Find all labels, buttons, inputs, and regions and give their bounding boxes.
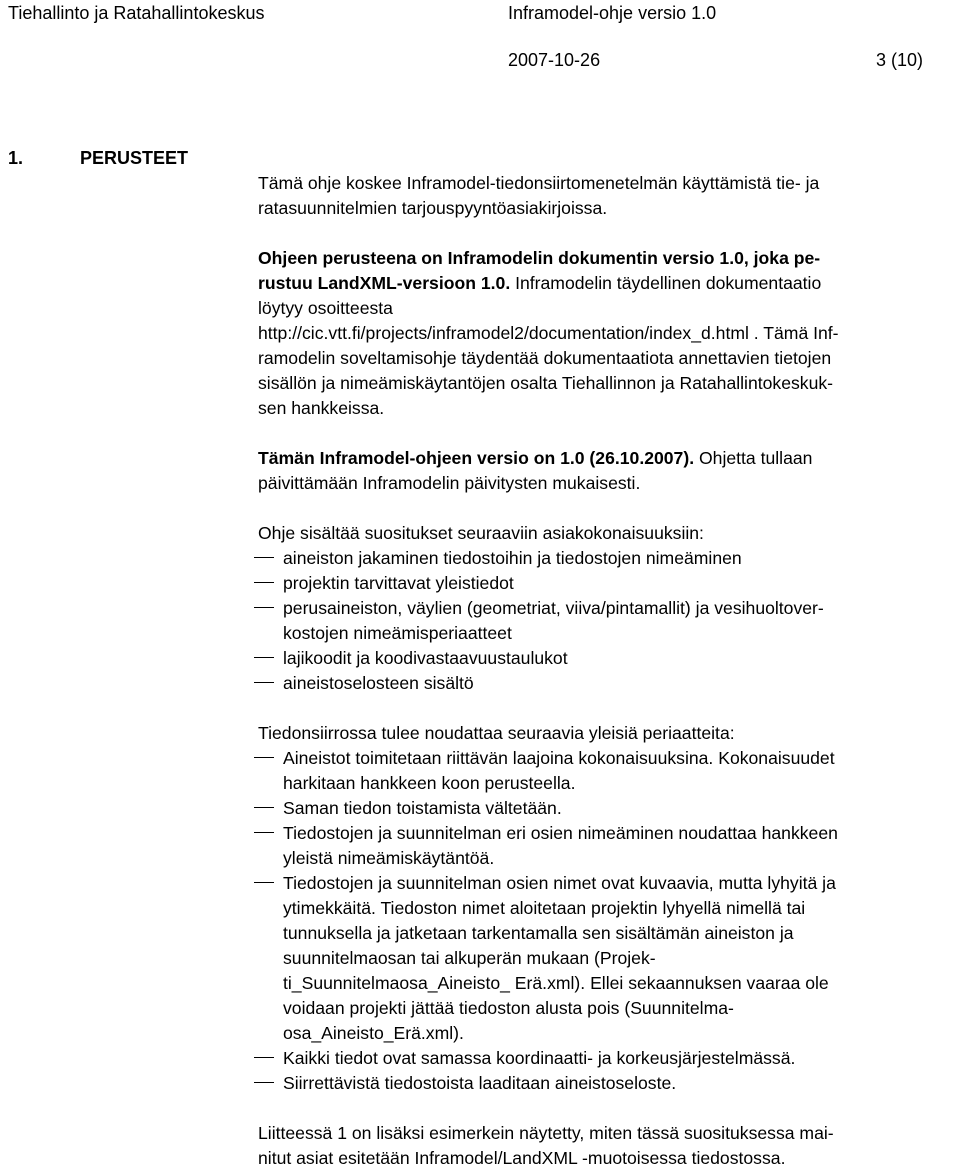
text-line: tunnuksella ja jatketaan tarkentamalla sen sisältämän aineiston ja: [283, 923, 794, 943]
text-line: Siirrettävistä tiedostoista laaditaan aineistoseloste.: [283, 1073, 677, 1093]
text-line: perusaineiston, väylien (geometriat, viiva/pintamallit) ja vesihuoltover-: [283, 598, 824, 618]
list-item: [258, 671, 958, 696]
dash-bullet-icon: [254, 1057, 274, 1058]
list-item: [258, 821, 958, 871]
text-line: ytimekkäitä. Tiedoston nimet aloitetaan projektin lyhyellä nimellä tai: [283, 898, 806, 918]
dash-bullet-icon: [254, 882, 274, 883]
header-organization: Tiehallinto ja Ratahallintokeskus: [8, 3, 265, 23]
principles-intro: Tiedonsiirrossa tulee noudattaa seuraavia yleisiä periaatteita:: [258, 723, 735, 743]
documentation-url-line: http://cic.vtt.fi/projects/inframodel2/documentation/index_d.html . Tämä Inf-: [258, 323, 839, 343]
text-line: osa_Aineisto_Erä.xml).: [283, 1023, 464, 1043]
text-line: harkitaan hankkeen koon perusteella.: [283, 773, 576, 793]
dash-bullet-icon: [254, 557, 274, 558]
dash-bullet-icon: [254, 607, 274, 608]
text: Ohjetta tullaan: [694, 448, 813, 468]
list-item: [258, 871, 958, 1046]
dash-bullet-icon: [254, 757, 274, 758]
text-line: Tiedostojen ja suunnitelman osien nimet ovat kuvaavia, mutta lyhyitä ja: [283, 873, 836, 893]
section-title: PERUSTEET: [80, 148, 189, 168]
text-line: Aineistot toimitetaan riittävän laajoina kokonaisuuksina. Kokonaisuudet: [283, 748, 835, 768]
dash-bullet-icon: [254, 682, 274, 683]
text-line: päivittämään Inframodelin päivitysten mukaisesti.: [258, 473, 641, 493]
dash-bullet-icon: [254, 807, 274, 808]
text-line: ramodelin soveltamisohje täydentää dokumentaatiota annettavien tietojen: [258, 348, 832, 368]
text-line: Tiedostojen ja suunnitelman eri osien nimeäminen noudattaa hankkeen: [283, 823, 838, 843]
text-line: aineiston jakaminen tiedostoihin ja tiedostojen nimeäminen: [283, 548, 742, 568]
list-item: [258, 796, 958, 821]
text-line: aineistoselosteen sisältö: [283, 673, 474, 693]
list-item: [258, 546, 958, 571]
text-line: Saman tiedon toistamista vältetään.: [283, 798, 562, 818]
header-doc-title: Inframodel-ohje versio 1.0: [508, 3, 717, 23]
section-number: 1.: [8, 148, 24, 168]
principles-list: [258, 746, 958, 1096]
list-item: [258, 746, 958, 796]
text-line: [258, 446, 958, 471]
text-line: ratasuunnitelmien tarjouspyyntöasiakirjoissa.: [258, 198, 608, 218]
appendix-paragraph: [258, 1121, 958, 1171]
section-heading: [8, 146, 188, 170]
list-item: [258, 646, 958, 671]
intro-paragraph: [258, 171, 958, 221]
text-line: suunnitelmaosan tai alkuperän mukaan (Projek-: [283, 948, 656, 968]
text-line: sisällön ja nimeämiskäytantöjen osalta Tiehallinnon ja Ratahallintokeskuk-: [258, 373, 834, 393]
text-line: Liitteessä 1 on lisäksi esimerkein näytetty, miten tässä suosituksessa mai-: [258, 1123, 834, 1143]
text-line: nitut asiat esitetään Inframodel/LandXML -muotoisessa tiedostossa.: [258, 1148, 786, 1168]
text: Inframodelin täydellinen dokumentaatio: [510, 273, 822, 293]
list-item: [258, 596, 958, 646]
text-line: löytyy osoitteesta: [258, 298, 393, 318]
list-item: [258, 571, 958, 596]
header-page-number: 3 (10): [876, 50, 924, 70]
dash-bullet-icon: [254, 1082, 274, 1083]
text-line: projektin tarvittavat yleistiedot: [283, 573, 514, 593]
text-line: Ohjeen perusteena on Inframodelin dokumentin versio 1.0, joka pe-: [258, 248, 821, 268]
basis-paragraph: [258, 246, 958, 421]
recommendations-list: [258, 546, 958, 696]
recommendations-intro: Ohje sisältää suositukset seuraaviin asiakokonaisuuksiin:: [258, 523, 704, 543]
document-body: [258, 171, 958, 1171]
text-line: Tämä ohje koskee Inframodel-tiedonsiirtomenetelmän käyttämistä tie- ja: [258, 173, 820, 193]
text-line: lajikoodit ja koodivastaavuustaulukot: [283, 648, 568, 668]
text-line: voidaan projekti jättää tiedoston alusta pois (Suunnitelma-: [283, 998, 734, 1018]
header-date: 2007-10-26: [508, 50, 601, 70]
text-line: sen hankkeissa.: [258, 398, 385, 418]
version-paragraph: [258, 446, 958, 496]
text-line: [258, 271, 958, 296]
dash-bullet-icon: [254, 582, 274, 583]
text-line: ti_Suunnitelmaosa_Aineisto_ Erä.xml). Ellei sekaannuksen vaaraa ole: [283, 973, 829, 993]
text-line: yleistä nimeämiskäytäntöä.: [283, 848, 495, 868]
text-line: Kaikki tiedot ovat samassa koordinaatti- ja korkeusjärjestelmässä.: [283, 1048, 796, 1068]
dash-bullet-icon: [254, 657, 274, 658]
list-item: [258, 1046, 958, 1071]
list-item: [258, 1071, 958, 1096]
bold-text: rustuu LandXML-versioon 1.0.: [258, 273, 511, 293]
text-line: kostojen nimeämisperiaatteet: [283, 623, 512, 643]
dash-bullet-icon: [254, 832, 274, 833]
bold-text: Tämän Inframodel-ohjeen versio on 1.0 (26.10.2007).: [258, 448, 695, 468]
